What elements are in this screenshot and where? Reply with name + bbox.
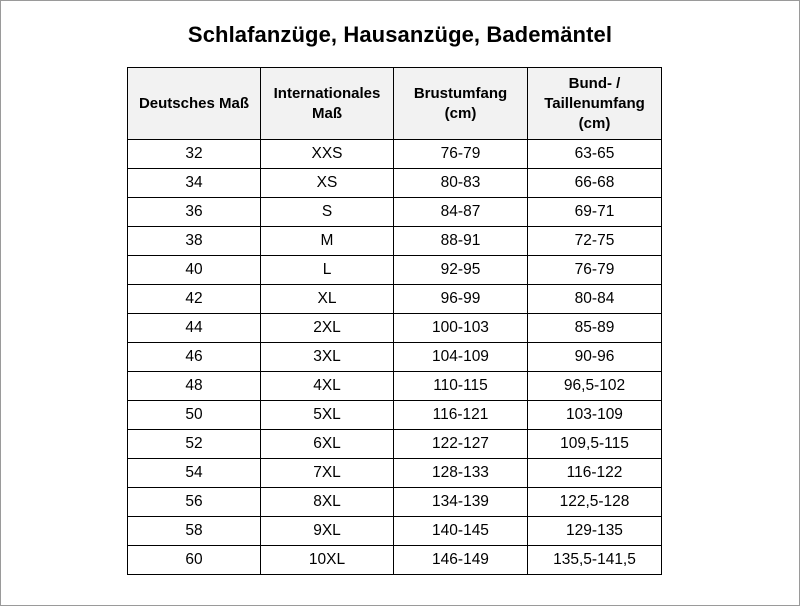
chest-circumference-cell: 100-103	[394, 314, 528, 343]
table-row	[128, 343, 662, 372]
chest-circumference-cell: 128-133	[394, 459, 528, 488]
header-line: Taillenumfang	[544, 94, 645, 112]
chest-circumference-cell: 96-99	[394, 285, 528, 314]
german-size-cell: 54	[128, 459, 261, 488]
international-size-cell: XXS	[261, 140, 394, 169]
waist-circumference-cell: 69-71	[528, 198, 662, 227]
waist-circumference-cell: 109,5-115	[528, 430, 662, 459]
header-line: (cm)	[578, 114, 611, 132]
international-size-cell: L	[261, 256, 394, 285]
german-size-cell: 46	[128, 343, 261, 372]
header-international-size	[261, 68, 394, 140]
table-row	[128, 285, 662, 314]
chest-circumference-cell: 116-121	[394, 401, 528, 430]
table-row	[128, 517, 662, 546]
header-line: Deutsches Maß	[138, 94, 250, 112]
table-row	[128, 372, 662, 401]
waist-circumference-cell: 96,5-102	[528, 372, 662, 401]
header-line: Internationales	[273, 84, 381, 102]
table-row	[128, 227, 662, 256]
chest-circumference-cell: 134-139	[394, 488, 528, 517]
german-size-cell: 40	[128, 256, 261, 285]
chest-circumference-cell: 140-145	[394, 517, 528, 546]
table-row	[128, 198, 662, 227]
waist-circumference-cell: 116-122	[528, 459, 662, 488]
german-size-cell: 42	[128, 285, 261, 314]
international-size-cell: XL	[261, 285, 394, 314]
chest-circumference-cell: 76-79	[394, 140, 528, 169]
chest-circumference-cell: 80-83	[394, 169, 528, 198]
waist-circumference-cell: 80-84	[528, 285, 662, 314]
waist-circumference-cell: 135,5-141,5	[528, 546, 662, 575]
size-table	[127, 67, 662, 575]
chest-circumference-cell: 84-87	[394, 198, 528, 227]
waist-circumference-cell: 66-68	[528, 169, 662, 198]
table-row	[128, 401, 662, 430]
chest-circumference-cell: 146-149	[394, 546, 528, 575]
german-size-cell: 38	[128, 227, 261, 256]
chest-circumference-cell: 104-109	[394, 343, 528, 372]
header-waist-circumference	[528, 68, 662, 140]
german-size-cell: 60	[128, 546, 261, 575]
german-size-cell: 50	[128, 401, 261, 430]
international-size-cell: M	[261, 227, 394, 256]
waist-circumference-cell: 103-109	[528, 401, 662, 430]
chest-circumference-cell: 110-115	[394, 372, 528, 401]
page-title: Schlafanzüge, Hausanzüge, Bademäntel	[187, 22, 613, 47]
german-size-cell: 56	[128, 488, 261, 517]
international-size-cell: 5XL	[261, 401, 394, 430]
table-row	[128, 140, 662, 169]
chest-circumference-cell: 122-127	[394, 430, 528, 459]
international-size-cell: XS	[261, 169, 394, 198]
header-line: Maß	[312, 104, 342, 122]
international-size-cell: 6XL	[261, 430, 394, 459]
table-row	[128, 459, 662, 488]
international-size-cell: 7XL	[261, 459, 394, 488]
international-size-cell: 10XL	[261, 546, 394, 575]
header-line: Brustumfang	[413, 84, 508, 102]
international-size-cell: 4XL	[261, 372, 394, 401]
header-line: Bund- /	[568, 74, 621, 92]
waist-circumference-cell: 85-89	[528, 314, 662, 343]
international-size-cell: 3XL	[261, 343, 394, 372]
table-row	[128, 256, 662, 285]
german-size-cell: 48	[128, 372, 261, 401]
chest-circumference-cell: 88-91	[394, 227, 528, 256]
german-size-cell: 34	[128, 169, 261, 198]
table-row	[128, 314, 662, 343]
table-row	[128, 430, 662, 459]
waist-circumference-cell: 72-75	[528, 227, 662, 256]
german-size-cell: 52	[128, 430, 261, 459]
size-table-body	[128, 140, 662, 575]
international-size-cell: S	[261, 198, 394, 227]
international-size-cell: 9XL	[261, 517, 394, 546]
german-size-cell: 44	[128, 314, 261, 343]
table-row	[128, 488, 662, 517]
german-size-cell: 32	[128, 140, 261, 169]
waist-circumference-cell: 90-96	[528, 343, 662, 372]
table-row	[128, 546, 662, 575]
waist-circumference-cell: 129-135	[528, 517, 662, 546]
size-table-header	[128, 68, 662, 140]
german-size-cell: 58	[128, 517, 261, 546]
waist-circumference-cell: 122,5-128	[528, 488, 662, 517]
header-line: (cm)	[444, 104, 477, 122]
chest-circumference-cell: 92-95	[394, 256, 528, 285]
international-size-cell: 8XL	[261, 488, 394, 517]
german-size-cell: 36	[128, 198, 261, 227]
waist-circumference-cell: 76-79	[528, 256, 662, 285]
header-chest-circumference	[394, 68, 528, 140]
international-size-cell: 2XL	[261, 314, 394, 343]
table-row	[128, 169, 662, 198]
header-row	[128, 68, 662, 140]
header-german-size	[128, 68, 261, 140]
waist-circumference-cell: 63-65	[528, 140, 662, 169]
